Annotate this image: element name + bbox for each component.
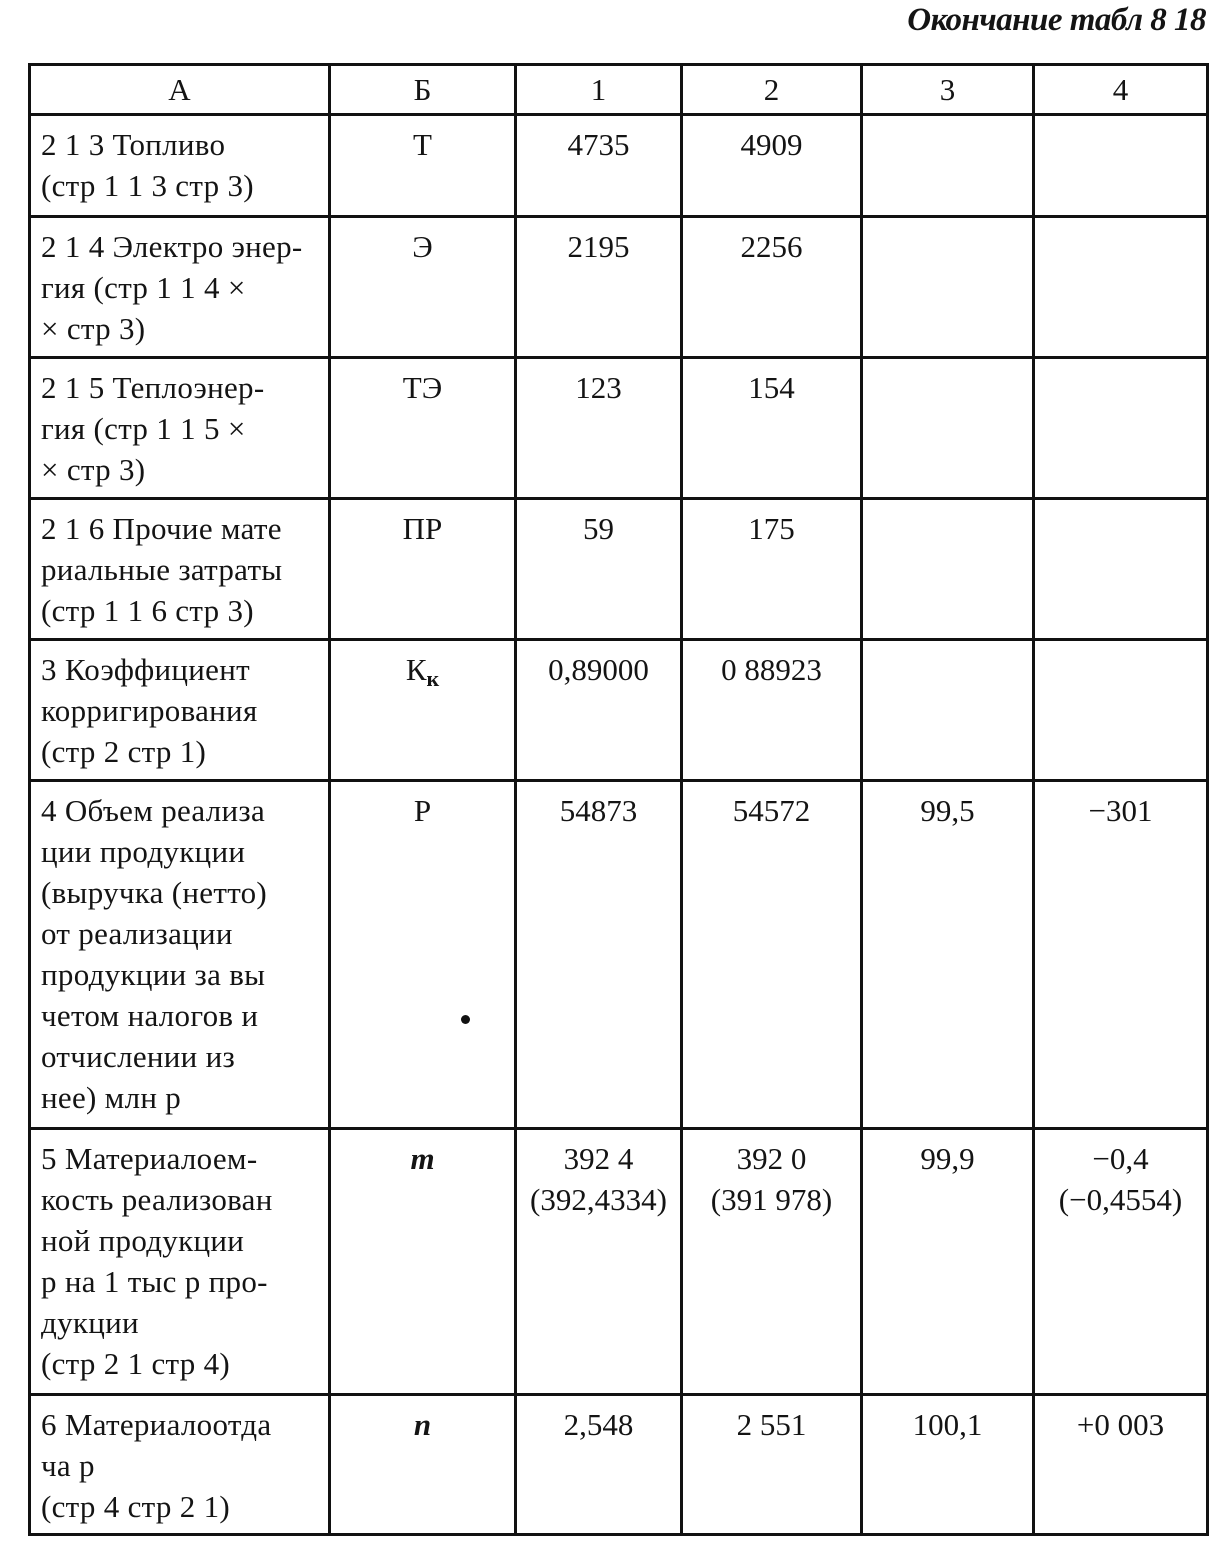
cell-line: (391 978) <box>710 1182 833 1217</box>
cell-col-1 <box>516 115 682 217</box>
cell-line: 99,5 <box>920 793 975 828</box>
header-cell-1: 1 <box>516 65 682 115</box>
cell-line: 0,89000 <box>548 652 649 687</box>
cell-line: дукции <box>41 1305 139 1340</box>
cell-line <box>871 226 1024 267</box>
cell-col-1 <box>516 1395 682 1535</box>
cell-col-2 <box>682 115 862 217</box>
cell-line: (стр 1 1 6 стр 3) <box>41 593 254 628</box>
cell-line <box>1043 124 1198 165</box>
cell-indicator <box>30 640 330 781</box>
cell-col-2 <box>682 640 862 781</box>
cell-line: ной продукции <box>41 1223 245 1258</box>
cell-indicator <box>30 217 330 358</box>
cell-line: 2 1 5 Теплоэнер- <box>41 370 265 405</box>
table-row <box>30 1395 1208 1535</box>
cell-line: (392,4334) <box>530 1182 667 1217</box>
cell-line: от реализации <box>41 916 233 951</box>
cell-col-2 <box>682 217 862 358</box>
cell-col-4 <box>1034 358 1208 499</box>
symbol-text: m <box>410 1141 435 1176</box>
cell-col-1 <box>516 358 682 499</box>
header-row <box>30 65 1208 115</box>
cell-line: 54873 <box>559 793 638 828</box>
cell-line: 59 <box>583 511 614 546</box>
cell-line: р на 1 тыс р про- <box>41 1264 268 1299</box>
cell-symbol <box>330 1395 516 1535</box>
symbol-text: ТЭ <box>402 370 443 405</box>
cell-line: 4 Объем реализа <box>41 793 266 828</box>
cell-line: 2 1 4 Электро энер- <box>41 229 303 264</box>
cell-line: 5 Материалоем- <box>41 1141 258 1176</box>
cell-col-3 <box>862 499 1034 640</box>
cell-line <box>1043 226 1198 267</box>
cell-symbol <box>330 358 516 499</box>
cell-indicator <box>30 781 330 1129</box>
symbol-text: К <box>405 652 427 687</box>
header-cell-3: 3 <box>862 65 1034 115</box>
cell-line <box>871 124 1024 165</box>
cell-col-4 <box>1034 1129 1208 1395</box>
table-row <box>30 1129 1208 1395</box>
cell-indicator <box>30 1395 330 1535</box>
cell-indicator <box>30 499 330 640</box>
cell-line <box>871 649 1024 690</box>
cell-col-3 <box>862 217 1034 358</box>
cell-line: (стр 1 1 3 стр 3) <box>41 168 254 203</box>
cell-col-1 <box>516 217 682 358</box>
cell-line: (−0,4554) <box>1058 1182 1183 1217</box>
cell-line: 2256 <box>740 229 803 264</box>
cell-line: 2,548 <box>563 1407 634 1442</box>
cell-col-1 <box>516 1129 682 1395</box>
cell-line: 0 88923 <box>721 652 822 687</box>
cell-col-4 <box>1034 499 1208 640</box>
header-cell-a: А <box>30 65 330 115</box>
symbol-text: Э <box>412 229 433 264</box>
cell-line: 2 1 3 Топливо <box>41 127 226 162</box>
cell-line: 2195 <box>567 229 630 264</box>
cell-line: (выручка (нетто) <box>41 875 268 910</box>
cell-line: −0,4 <box>1092 1141 1149 1176</box>
cell-symbol <box>330 640 516 781</box>
cell-col-1 <box>516 781 682 1129</box>
cell-col-4 <box>1034 217 1208 358</box>
cell-symbol <box>330 499 516 640</box>
cell-line: (стр 4 стр 2 1) <box>41 1489 231 1524</box>
table-row <box>30 115 1208 217</box>
cell-col-4 <box>1034 115 1208 217</box>
cell-line: 6 Материалоотда <box>41 1407 272 1442</box>
table-caption: Окончание табл 8 18 <box>907 2 1206 38</box>
stray-dot <box>461 1015 470 1024</box>
cell-line <box>1043 367 1198 408</box>
cell-line: 2 551 <box>736 1407 807 1442</box>
symbol-text: Т <box>413 127 432 162</box>
cell-line: ча р <box>41 1448 95 1483</box>
cell-col-3 <box>862 640 1034 781</box>
table-body <box>30 115 1208 1535</box>
cell-col-4 <box>1034 781 1208 1129</box>
cell-col-2 <box>682 499 862 640</box>
cell-line: 4735 <box>567 127 630 162</box>
cell-line: −301 <box>1088 793 1153 828</box>
table-row <box>30 358 1208 499</box>
cell-col-3 <box>862 1129 1034 1395</box>
cell-line: 2 1 6 Прочие мате <box>41 511 282 546</box>
data-table <box>28 63 1209 1536</box>
cell-line: 3 Коэффициент <box>41 652 250 687</box>
cell-col-3 <box>862 115 1034 217</box>
header-cell-2: 2 <box>682 65 862 115</box>
cell-line: (стр 2 1 стр 4) <box>41 1346 231 1381</box>
cell-line: (стр 2 стр 1) <box>41 734 207 769</box>
cell-line: риальные затраты <box>41 552 283 587</box>
symbol-text: Р <box>413 793 432 828</box>
header-cell-4: 4 <box>1034 65 1208 115</box>
symbol-text: n <box>413 1407 432 1442</box>
cell-col-2 <box>682 1395 862 1535</box>
cell-indicator <box>30 358 330 499</box>
cell-line: 4909 <box>740 127 803 162</box>
cell-line: 54572 <box>732 793 811 828</box>
cell-line: гия (стр 1 1 5 × <box>41 411 246 446</box>
cell-line: четом налогов и <box>41 998 259 1033</box>
cell-col-1 <box>516 499 682 640</box>
cell-line: 175 <box>748 511 795 546</box>
table-row <box>30 499 1208 640</box>
cell-line: ции продукции <box>41 834 246 869</box>
table-row <box>30 781 1208 1129</box>
cell-line <box>1043 508 1198 549</box>
cell-col-4 <box>1034 1395 1208 1535</box>
symbol-text: ПР <box>402 511 443 546</box>
cell-line <box>871 367 1024 408</box>
cell-line: 123 <box>575 370 622 405</box>
cell-line: 392 0 <box>736 1141 807 1176</box>
cell-line: × стр 3) <box>41 311 146 346</box>
cell-symbol <box>330 1129 516 1395</box>
cell-symbol <box>330 781 516 1129</box>
cell-line: 392 4 <box>563 1141 634 1176</box>
cell-line: 154 <box>748 370 795 405</box>
cell-indicator <box>30 1129 330 1395</box>
cell-col-2 <box>682 1129 862 1395</box>
cell-col-4 <box>1034 640 1208 781</box>
cell-col-3 <box>862 781 1034 1129</box>
symbol-subscript: к <box>426 666 440 691</box>
cell-col-3 <box>862 1395 1034 1535</box>
cell-line: × стр 3) <box>41 452 146 487</box>
cell-line: корригирования <box>41 693 258 728</box>
cell-indicator <box>30 115 330 217</box>
cell-line <box>1043 649 1198 690</box>
cell-col-2 <box>682 781 862 1129</box>
cell-line: +0 003 <box>1076 1407 1165 1442</box>
cell-col-3 <box>862 358 1034 499</box>
cell-col-1 <box>516 640 682 781</box>
table-row <box>30 217 1208 358</box>
cell-line: 99,9 <box>920 1141 975 1176</box>
cell-line: продукции за вы <box>41 957 266 992</box>
cell-line: гия (стр 1 1 4 × <box>41 270 246 305</box>
cell-line: 100,1 <box>912 1407 983 1442</box>
cell-symbol <box>330 115 516 217</box>
cell-line: отчислении из <box>41 1039 236 1074</box>
cell-line: кость реализован <box>41 1182 273 1217</box>
cell-col-2 <box>682 358 862 499</box>
cell-line: нее) млн р <box>41 1080 182 1115</box>
table-row <box>30 640 1208 781</box>
header-cell-b: Б <box>330 65 516 115</box>
cell-symbol <box>330 217 516 358</box>
cell-line <box>871 508 1024 549</box>
